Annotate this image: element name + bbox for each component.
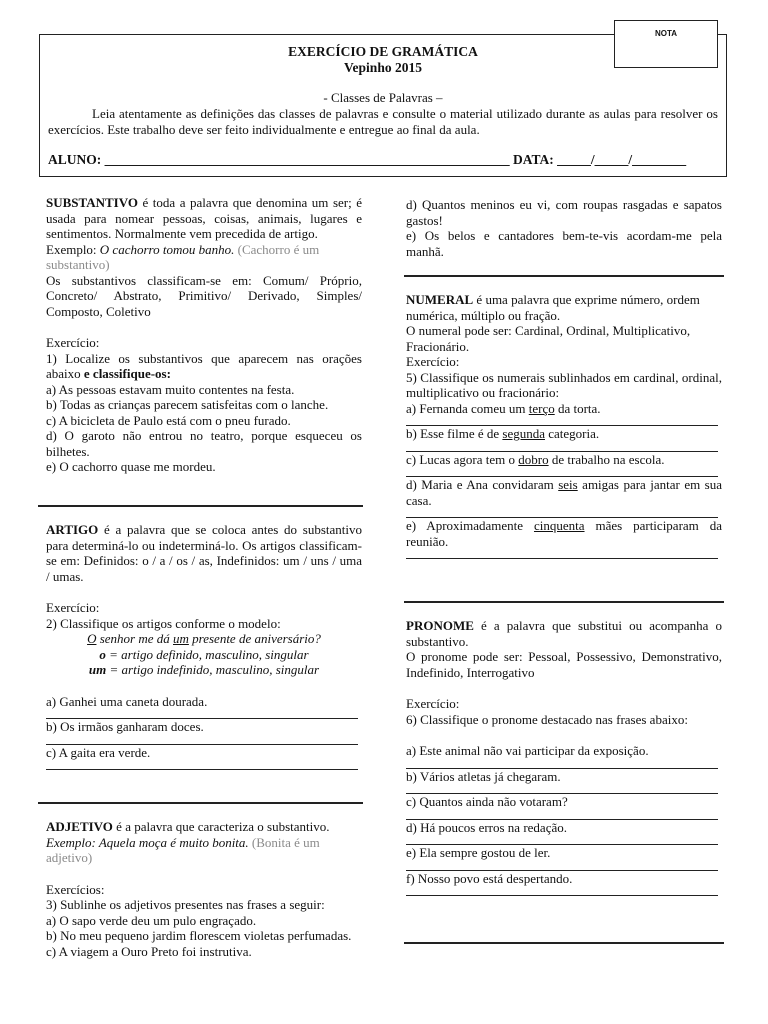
q1-item-d: d) O garoto não entrou no teatro, porque esqueceu os bilhetes. xyxy=(46,428,362,459)
worksheet-subtitle: Vepinho 2015 xyxy=(344,60,422,75)
q6-item-b: b) Vários atletas já chegaram. xyxy=(406,768,561,784)
adjetivo-term: ADJETIVO xyxy=(46,819,113,834)
divider xyxy=(404,275,724,277)
right-column-top xyxy=(406,197,722,259)
answer-line[interactable] xyxy=(406,894,718,896)
divider xyxy=(38,802,363,804)
artigo-term: ARTIGO xyxy=(46,522,99,537)
artigo-exercise-label: Exercício: xyxy=(46,600,100,615)
q5-item-e: e) Aproximadamente cinquenta mães participaram da reunião. xyxy=(406,518,722,549)
pronome-section xyxy=(406,618,722,896)
model-sentence: O senhor me dá um presente de aniversário? xyxy=(87,631,321,646)
q6-item-d: d) Há poucos erros na redação. xyxy=(406,819,567,835)
answer-line[interactable] xyxy=(406,557,718,559)
section-title: - Classes de Palavras – xyxy=(323,90,443,105)
numeral-types: O numeral pode ser: Cardinal, Ordinal, Multiplicativo, Fracionário. xyxy=(406,323,691,354)
adjetivo-definition: ADJETIVO é a palavra que caracteriza o substantivo. xyxy=(46,819,330,834)
substantivo-example: Exemplo: O cachorro tomou banho. (Cachorro é um substantivo) xyxy=(46,241,320,272)
pronome-exercise-label: Exercício: xyxy=(406,696,460,711)
pronome-definition: PRONOME é a palavra que substitui ou acompanha o substantivo. xyxy=(406,618,722,649)
substantivo-exercise-label: Exercício: xyxy=(46,335,100,350)
q2-item-b: b) Os irmãos ganharam doces. xyxy=(46,719,204,734)
q6-item-f: f) Nosso povo está despertando. xyxy=(406,870,573,886)
q2-item-c: c) A gaita era verde. xyxy=(46,744,151,760)
numeral-section xyxy=(406,292,722,559)
model-indefinite: um = artigo indefinido, masculino, singular xyxy=(88,662,320,677)
question-1: 1) Localize os substantivos que aparecem nas orações abaixo e classifique-os: xyxy=(46,350,362,381)
q3-item-b: b) No meu pequeno jardim florescem violetas perfumadas. xyxy=(46,928,352,943)
q1-item-e: e) O cachorro quase me mordeu. xyxy=(46,459,216,474)
q2-item-a: a) Ganhei uma caneta dourada. xyxy=(46,693,208,709)
instructions: Leia atentamente as definições das classes de palavras e consulte o material utilizado durante as aulas para resolver os exercícios. Este trabalho deve ser feito individualmente e entregue ao final da aula. xyxy=(48,106,718,137)
question-5: 5) Classifique os numerais sublinhados em cardinal, ordinal, multiplicativo ou fracionário: xyxy=(406,369,722,400)
q3-item-c: c) A viagem a Ouro Preto foi instrutiva. xyxy=(46,943,252,959)
q1-item-b: b) Todas as crianças parecem satisfeitas com o lanche. xyxy=(46,397,329,412)
adjetivo-exercise-label: Exercícios: xyxy=(46,881,105,897)
q1-item-a: a) As pessoas estavam muito contentes na festa. xyxy=(46,381,295,397)
q3-item-a: a) O sapo verde deu um pulo engraçado. xyxy=(46,912,257,928)
answer-line[interactable] xyxy=(46,768,358,770)
artigo-definition: ARTIGO é a palavra que se coloca antes do substantivo para determiná-lo ou indeterminá-lo. Os artigos classificam-se em: Definidos: o / a / os / as, Indefinidos: um / uns / uma / umas. xyxy=(46,522,362,584)
q3-item-d: d) Quantos meninos eu vi, com roupas rasgadas e sapatos gastos! xyxy=(406,197,722,228)
q3-item-e: e) Os belos e cantadores bem-te-vis acordam-me pela manhã. xyxy=(406,228,722,259)
student-name-date-line[interactable]: ALUNO: ____________________________________________________________ DATA: _____/_____/________ xyxy=(48,152,687,167)
divider xyxy=(404,601,724,603)
substantivo-term: SUBSTANTIVO xyxy=(46,195,138,210)
divider xyxy=(38,505,363,507)
numeral-term: NUMERAL xyxy=(406,292,474,307)
model-definite: o = artigo definido, masculino, singular xyxy=(99,646,309,662)
grade-label: NOTA xyxy=(654,29,678,38)
adjetivo-example: Exemplo: Aquela moça é muito bonita. (Bonita é um adjetivo) xyxy=(46,834,320,865)
numeral-exercise-label: Exercício: xyxy=(406,354,460,369)
pronome-term: PRONOME xyxy=(406,618,474,633)
question-2: 2) Classifique os artigos conforme o modelo: xyxy=(46,615,281,631)
grade-box[interactable] xyxy=(614,20,718,68)
q6-item-e: e) Ela sempre gostou de ler. xyxy=(406,845,551,860)
q1-item-c: c) A bicicleta de Paulo está com o pneu furado. xyxy=(46,412,291,428)
divider xyxy=(404,942,724,944)
substantivo-definition: SUBSTANTIVO é toda a palavra que denomina um ser; é usada para nomear pessoas, coisas, animais, lugares e sentimentos. Normalmente vem precedida de artigo. xyxy=(46,195,362,241)
substantivo-classification: Os substantivos classificam-se em: Comum/ Próprio, Concreto/ Abstrato, Primitivo/ Derivado, Simples/ Composto, Coletivo xyxy=(46,272,362,319)
q5-item-c: c) Lucas agora tem o dobro de trabalho na escola. xyxy=(406,451,665,467)
q6-item-c: c) Quantos ainda não votaram? xyxy=(406,794,568,809)
question-6: 6) Classifique o pronome destacado nas frases abaixo: xyxy=(406,711,688,727)
question-3: 3) Sublinhe os adjetivos presentes nas frases a seguir: xyxy=(46,897,325,912)
q5-item-d: d) Maria e Ana convidaram seis amigas para jantar em sua casa. xyxy=(406,477,722,508)
numeral-definition: NUMERAL é uma palavra que exprime número, ordem numérica, múltiplo ou fração. xyxy=(406,292,700,323)
q6-item-a: a) Este animal não vai participar da exposição. xyxy=(406,743,649,758)
worksheet-title: EXERCÍCIO DE GRAMÁTICA xyxy=(288,44,478,59)
adjetivo-section xyxy=(46,819,362,959)
q5-item-a: a) Fernanda comeu um terço da torta. xyxy=(406,400,601,416)
artigo-section xyxy=(46,522,362,770)
q5-item-b: b) Esse filme é de segunda categoria. xyxy=(406,426,600,441)
pronome-types: O pronome pode ser: Pessoal, Possessivo, Demonstrativo, Indefinido, Interrogativo xyxy=(406,649,722,680)
left-column xyxy=(46,195,362,475)
